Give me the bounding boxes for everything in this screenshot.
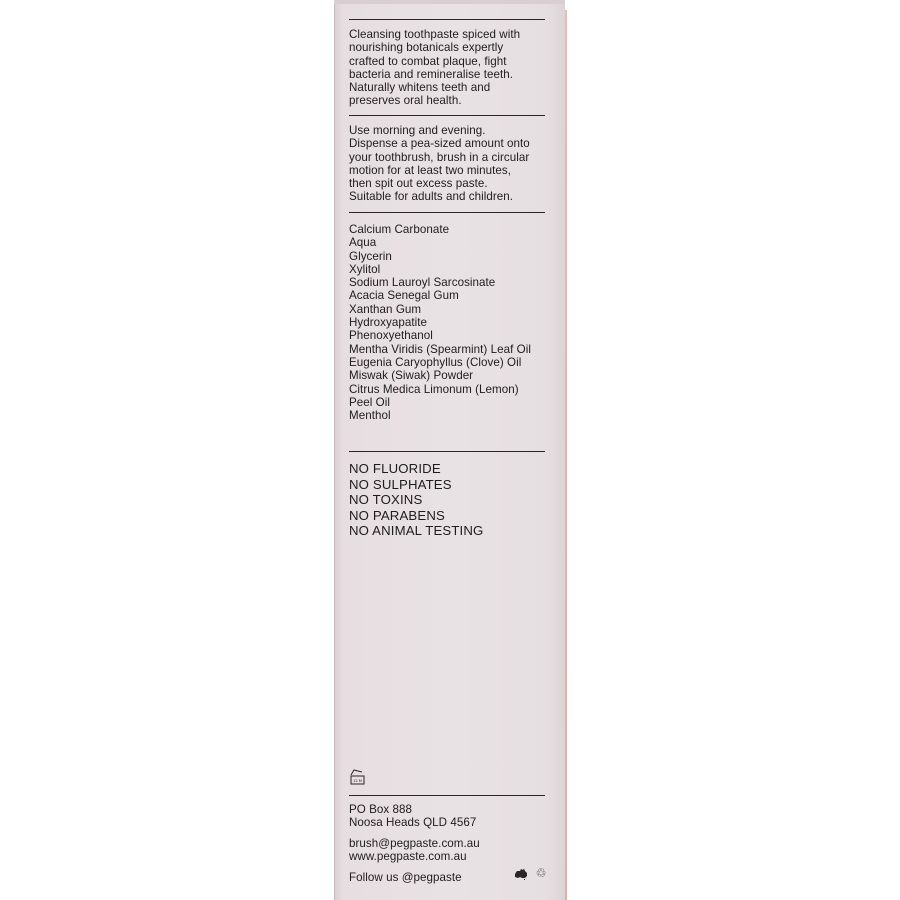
free-from-claims xyxy=(349,461,554,539)
ingredient-item: Aqua xyxy=(349,236,377,250)
open-jar-icon xyxy=(349,769,366,785)
description-line: Cleansing toothpaste spiced with xyxy=(349,28,521,41)
website-text: www.pegpaste.com.au xyxy=(349,850,467,864)
australia-map-icon xyxy=(514,868,528,880)
description-line: crafted to combat plaque, fight xyxy=(349,54,507,68)
pao-label: 12 M xyxy=(353,779,362,783)
description-line: nourishing botanicals expertly xyxy=(349,41,504,55)
ingredient-item: Sodium Lauroyl Sarcosinate xyxy=(349,276,496,290)
ingredient-item: Glycerin xyxy=(349,249,392,263)
box-top-fold xyxy=(334,0,565,4)
recycle-icon: ♲ xyxy=(535,866,547,880)
divider-ingredients xyxy=(349,451,545,452)
email-text: brush@pegpaste.com.au xyxy=(349,837,480,850)
ingredient-item: Hydroxyapatite xyxy=(349,316,428,330)
directions-line: then spit out excess paste. xyxy=(349,177,488,191)
directions-line: Dispense a pea-sized amount onto xyxy=(349,137,530,151)
ingredient-item: Acacia Senegal Gum xyxy=(349,289,459,303)
social-handle: Follow us @pegpaste xyxy=(349,871,462,884)
ingredient-item: Miswak (Siwak) Powder xyxy=(349,369,474,383)
divider-directions xyxy=(349,212,545,213)
divider-top xyxy=(349,19,545,20)
ingredient-item: Peel Oil xyxy=(349,395,390,409)
ingredient-item: Xanthan Gum xyxy=(349,302,422,316)
ingredient-item: Mentha Viridis (Spearmint) Leaf Oil xyxy=(349,342,531,356)
divider-contact xyxy=(349,795,545,796)
web-block xyxy=(349,837,554,864)
divider-description xyxy=(349,115,545,116)
ingredient-item: Menthol xyxy=(349,409,391,423)
description-line: bacteria and remineralise teeth. xyxy=(349,67,514,81)
description-line: Naturally whitens teeth and xyxy=(349,81,491,95)
description-line: preserves oral health. xyxy=(349,94,462,108)
claim-item: NO FLUORIDE xyxy=(349,461,441,476)
claim-item: NO TOXINS xyxy=(349,492,423,508)
ingredient-item: Phenoxyethanol xyxy=(349,329,433,343)
directions-line: your toothbrush, brush in a circular xyxy=(349,150,530,164)
claim-item: NO SULPHATES xyxy=(349,476,452,492)
directions-line: Suitable for adults and children. xyxy=(349,190,514,204)
box-side-edge xyxy=(565,10,567,900)
address-line: PO Box 888 xyxy=(349,803,413,816)
claim-item: NO PARABENS xyxy=(349,507,445,523)
ingredient-item: Eugenia Caryophyllus (Clove) Oil xyxy=(349,355,522,369)
directions-text xyxy=(349,124,554,204)
ingredients-list xyxy=(349,223,554,422)
directions-line: motion for at least two minutes, xyxy=(349,163,512,177)
address-line: Noosa Heads QLD 4567 xyxy=(349,816,477,830)
ingredient-item: Citrus Medica Limonum (Lemon) xyxy=(349,382,519,396)
address-block xyxy=(349,803,554,830)
claim-item: NO ANIMAL TESTING xyxy=(349,523,484,539)
directions-line: Use morning and evening. xyxy=(349,124,486,137)
description-text xyxy=(349,28,554,108)
ingredient-item: Xylitol xyxy=(349,262,381,276)
ingredient-item: Calcium Carbonate xyxy=(349,223,450,236)
